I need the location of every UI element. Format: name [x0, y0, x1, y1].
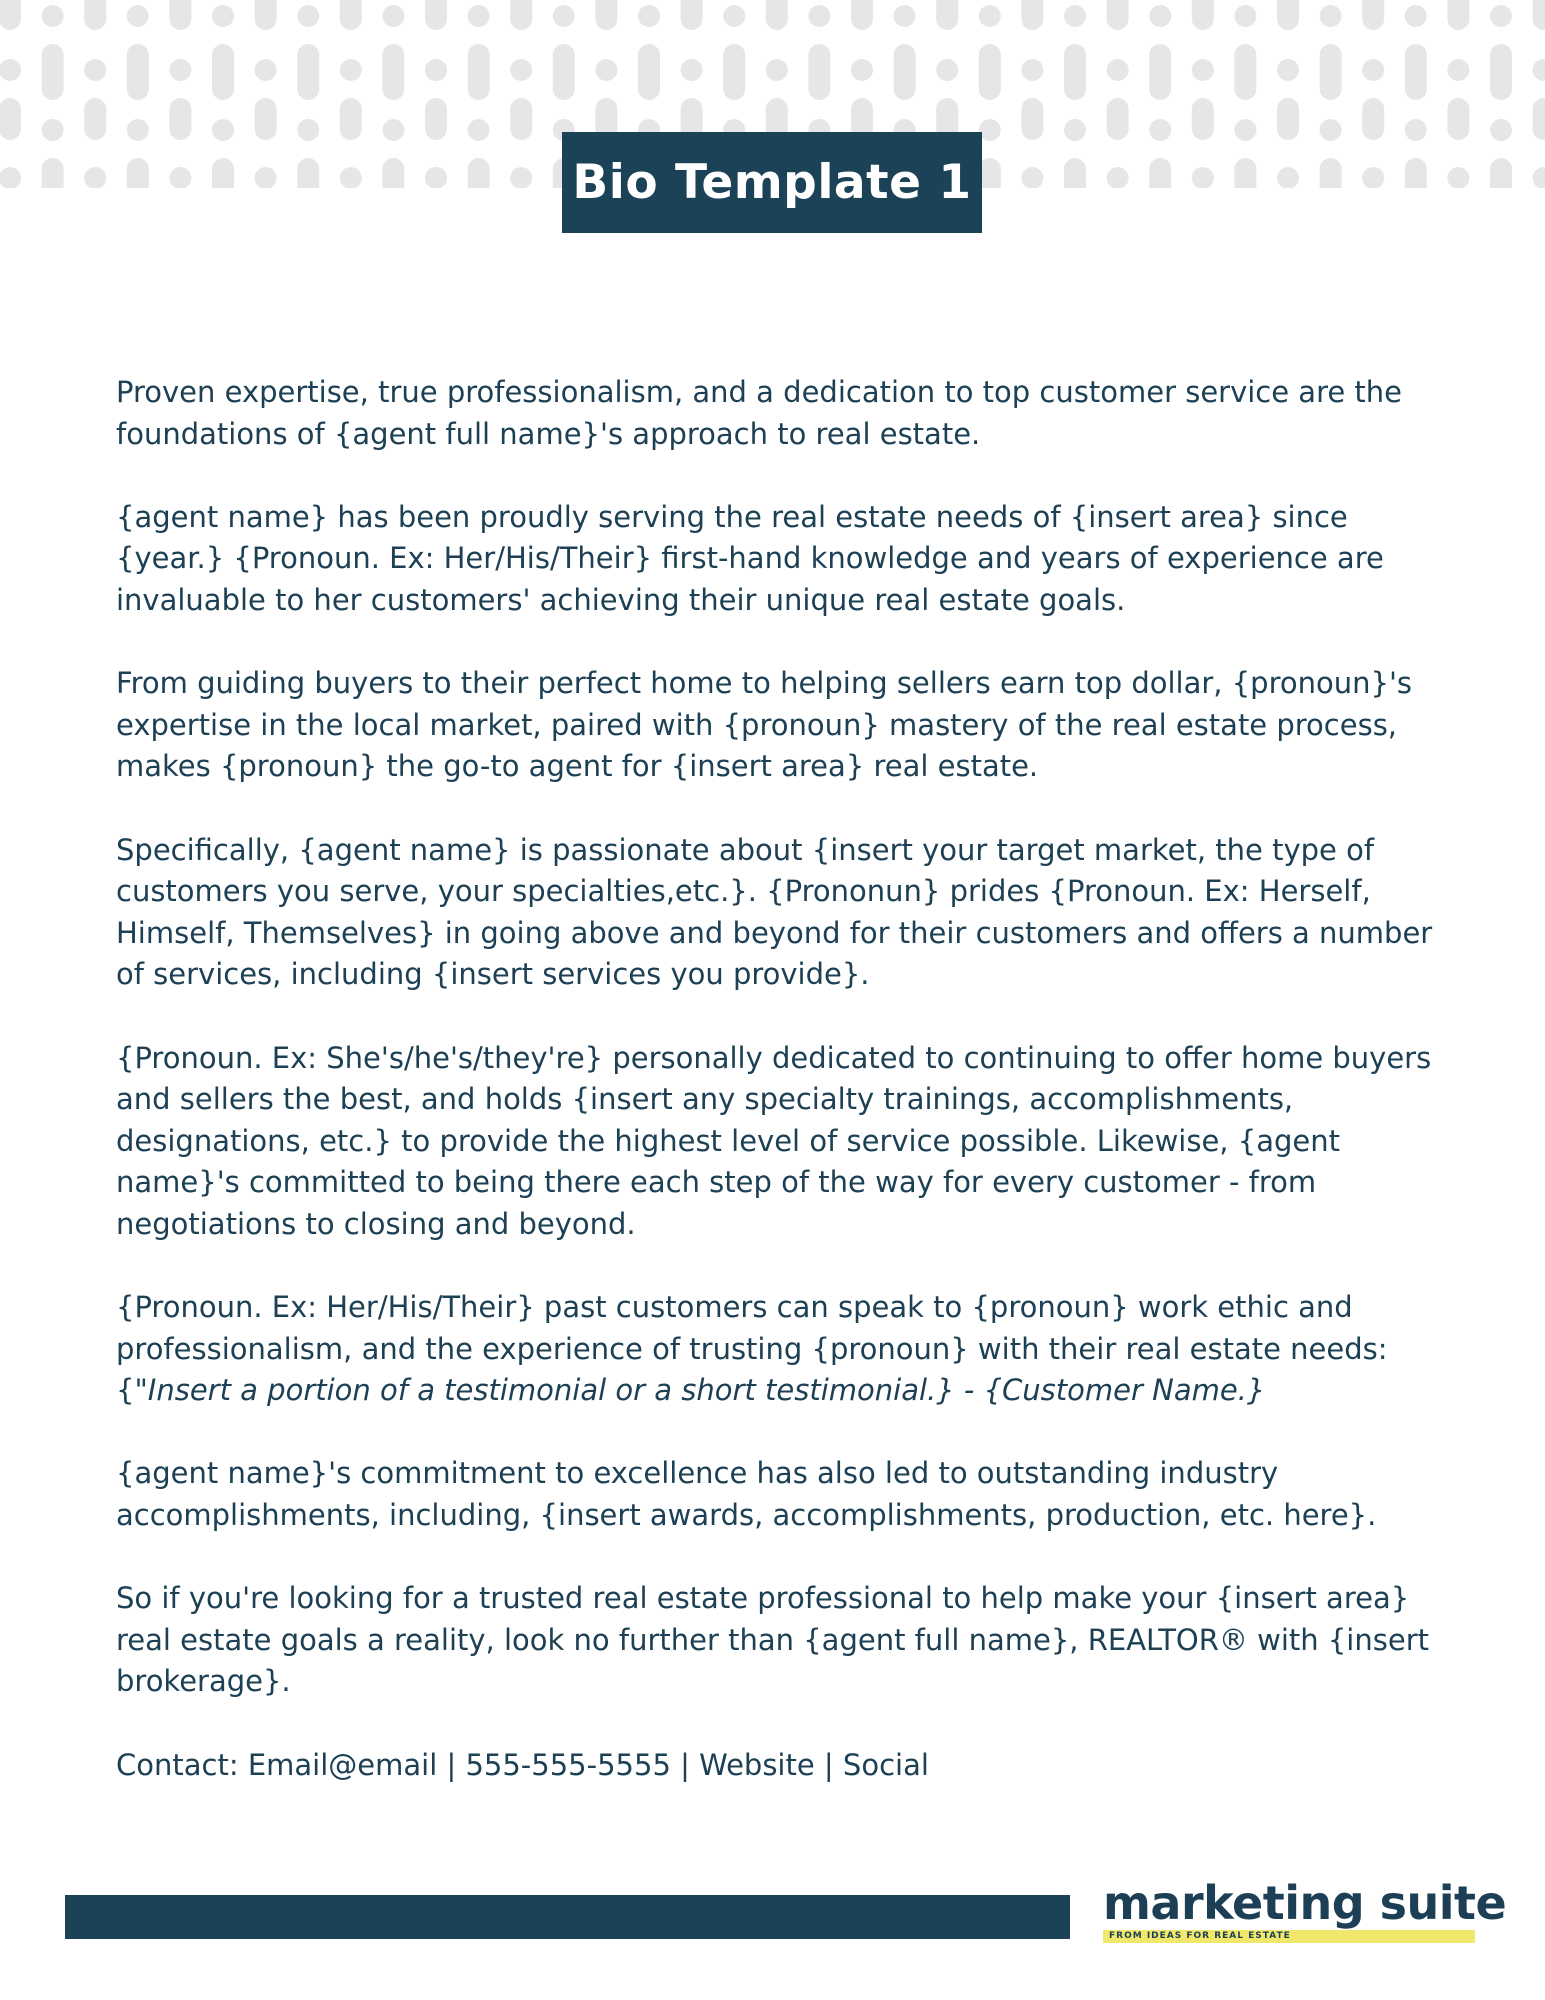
pattern-bar [1277, 98, 1299, 140]
pattern-dot [1064, 119, 1086, 141]
logo-tagline: FROM IDEAS FOR REAL ESTATE [1109, 1931, 1291, 1941]
pattern-bar [1405, 44, 1427, 100]
pattern-bar [1107, 0, 1129, 30]
pattern-dot [1320, 5, 1342, 27]
contact-line: Contact: Email@email | 555-555-5555 | Website | Social [116, 1747, 929, 1782]
pattern-bar [169, 98, 191, 140]
pattern-bar [0, 98, 21, 140]
paragraph-testimonial [116, 1287, 1436, 1412]
pattern-bar [255, 0, 277, 30]
pattern-bar [468, 158, 490, 188]
pattern-bar [1320, 44, 1342, 100]
pattern-bar [553, 44, 575, 100]
pattern-dot [255, 167, 277, 188]
pattern-bar [1192, 0, 1214, 30]
pattern-bar [1320, 158, 1342, 188]
pattern-bar [0, 0, 21, 30]
pattern-dot [766, 59, 788, 81]
pattern-dot [84, 167, 106, 188]
pattern-bar [255, 98, 277, 140]
pattern-dot [425, 167, 447, 188]
pattern-bar [382, 158, 404, 188]
pattern-bar [1149, 158, 1171, 188]
pattern-bar [1490, 44, 1512, 100]
pattern-bar [808, 44, 830, 100]
pattern-dot [42, 5, 64, 27]
pattern-dot [1192, 59, 1214, 81]
paragraph-intro: Proven expertise, true professionalism, and a dedication to top customer service are the foundations of {agent full name}'s approach to real estate. [116, 375, 1403, 451]
pattern-dot [468, 119, 490, 141]
pattern-dot [1277, 167, 1299, 188]
pattern-dot [127, 119, 149, 141]
pattern-dot [1320, 119, 1342, 141]
pattern-bar [595, 0, 617, 30]
pattern-bar [681, 0, 703, 30]
pattern-dot [1064, 5, 1086, 27]
pattern-dot [1277, 59, 1299, 81]
pattern-bar [936, 0, 958, 30]
pattern-dot [681, 59, 703, 81]
pattern-dot [1192, 167, 1214, 188]
pattern-dot [212, 119, 234, 141]
pattern-bar [1277, 0, 1299, 30]
pattern-dot [1447, 167, 1469, 188]
pattern-bar [425, 98, 447, 140]
pattern-bar [169, 0, 191, 30]
page-title: Bio Template 1 [572, 155, 972, 210]
pattern-bar [297, 44, 319, 100]
pattern-bar [766, 0, 788, 30]
pattern-dot [851, 59, 873, 81]
pattern-dot [0, 167, 21, 188]
pattern-bar [1234, 44, 1256, 100]
pattern-dot [1362, 167, 1384, 188]
pattern-bar [723, 44, 745, 100]
pattern-bar [1021, 98, 1043, 140]
testimonial-lead: {Pronoun. Ex: Her/His/Their} past customers can speak to {pronoun} work ethic and professionalism, and the experience of trusting {pronoun} with their real estate needs: { [116, 1290, 1388, 1408]
pattern-bar [1405, 158, 1427, 188]
pattern-dot [127, 5, 149, 27]
pattern-dot [84, 59, 106, 81]
pattern-bar [510, 0, 532, 30]
pattern-dot [595, 59, 617, 81]
pattern-bar [1362, 0, 1384, 30]
pattern-dot [1533, 167, 1545, 188]
pattern-bar [1533, 0, 1545, 30]
pattern-dot [255, 59, 277, 81]
pattern-dot [425, 59, 447, 81]
pattern-bar [212, 44, 234, 100]
pattern-dot [894, 5, 916, 27]
pattern-dot [1021, 59, 1043, 81]
pattern-bar [340, 98, 362, 140]
pattern-dot [169, 167, 191, 188]
footer-bar [65, 1895, 1070, 1939]
pattern-bar [297, 158, 319, 188]
title-badge [562, 132, 982, 233]
pattern-dot [723, 5, 745, 27]
pattern-bar [42, 44, 64, 100]
pattern-dot [382, 5, 404, 27]
pattern-dot [979, 5, 1001, 27]
pattern-dot [1533, 59, 1545, 81]
pattern-dot [0, 59, 21, 81]
pattern-dot [297, 119, 319, 141]
pattern-dot [1405, 5, 1427, 27]
pattern-dot [638, 5, 660, 27]
pattern-bar [1490, 158, 1512, 188]
pattern-bar [340, 0, 362, 30]
pattern-dot [1149, 119, 1171, 141]
pattern-dot [1447, 59, 1469, 81]
pattern-bar [84, 98, 106, 140]
pattern-bar [1533, 98, 1545, 140]
pattern-dot [382, 119, 404, 141]
pattern-bar [979, 44, 1001, 100]
pattern-dot [1490, 5, 1512, 27]
bio-body [116, 372, 1436, 1828]
pattern-dot [553, 5, 575, 27]
pattern-dot [1234, 5, 1256, 27]
pattern-bar [1447, 98, 1469, 140]
pattern-dot [1490, 119, 1512, 141]
pattern-bar [1149, 44, 1171, 100]
paragraph-specialties: Specifically, {agent name} is passionate about {insert your target market, the type of customers you serve, your specialties,etc.}. {Prononun} prides {Pronoun. Ex: Herself, Himself, Themselves} in going above and beyond for their customers and offers a number of services, including {insert services you provide}. [116, 832, 1433, 992]
pattern-bar [638, 44, 660, 100]
pattern-dot [212, 5, 234, 27]
paragraph-expertise: From guiding buyers to their perfect home to helping sellers earn top dollar, {pronoun}'s expertise in the local market, paired with {pronoun} mastery of the real estate process, makes {pronoun} the go-to agent for {insert area} real estate. [116, 666, 1413, 784]
pattern-bar [425, 0, 447, 30]
paragraph-closing: So if you're looking for a trusted real estate professional to help make your {insert area} real estate goals a reality, look no further than {agent full name}, REALTOR® with {insert brokerage}. [116, 1581, 1429, 1699]
pattern-bar [1064, 44, 1086, 100]
pattern-bar [894, 44, 916, 100]
pattern-dot [510, 167, 532, 188]
pattern-dot [1107, 167, 1129, 188]
pattern-bar [510, 98, 532, 140]
pattern-bar [127, 44, 149, 100]
pattern-dot [340, 59, 362, 81]
pattern-dot [510, 59, 532, 81]
pattern-bar [1234, 158, 1256, 188]
pattern-dot [1362, 59, 1384, 81]
logo-wordmark: marketing suite [1103, 1876, 1507, 1930]
pattern-dot [936, 59, 958, 81]
pattern-dot [1149, 5, 1171, 27]
pattern-bar [851, 0, 873, 30]
pattern-bar [84, 0, 106, 30]
pattern-bar [1192, 98, 1214, 140]
testimonial-quote: "Insert a portion of a testimonial or a short testimonial.} - {Customer Name.} [134, 1373, 1266, 1408]
marketing-suite-logo [1103, 1876, 1507, 1946]
pattern-dot [468, 5, 490, 27]
paragraph-accomplishments: {agent name}'s commitment to excellence has also led to outstanding industry accomplishments, including, {insert awards, accomplishments, production, etc. here}. [116, 1456, 1377, 1533]
pattern-bar [468, 44, 490, 100]
pattern-bar [1064, 158, 1086, 188]
pattern-dot [1021, 167, 1043, 188]
pattern-bar [42, 158, 64, 188]
pattern-dot [1107, 59, 1129, 81]
pattern-bar [382, 44, 404, 100]
pattern-bar [127, 158, 149, 188]
pattern-dot [1234, 119, 1256, 141]
pattern-bar [1362, 98, 1384, 140]
paragraph-service-area: {agent name} has been proudly serving the real estate needs of {insert area} since {year.} {Pronoun. Ex: Her/His/Their} first-hand knowledge and years of experience are invaluable to her customers' achieving their unique real estate goals. [116, 499, 1384, 617]
pattern-bar [979, 158, 1001, 188]
pattern-bar [1107, 98, 1129, 140]
pattern-dot [169, 59, 191, 81]
pattern-bar [1447, 0, 1469, 30]
pattern-dot [42, 119, 64, 141]
pattern-bar [1021, 0, 1043, 30]
pattern-dot [297, 5, 319, 27]
pattern-dot [1405, 119, 1427, 141]
paragraph-dedication: {Pronoun. Ex: She's/he's/they're} personally dedicated to continuing to offer home buyers and sellers the best, and holds {insert any specialty trainings, accomplishments, designations, etc.} to provide the highest level of service possible. Likewise, {agent name}'s committed to being there each step of the way for every customer - from negotiations to closing and beyond. [116, 1040, 1432, 1241]
pattern-bar [212, 158, 234, 188]
pattern-dot [808, 5, 830, 27]
pattern-dot [340, 167, 362, 188]
pattern-dot [979, 119, 1001, 141]
